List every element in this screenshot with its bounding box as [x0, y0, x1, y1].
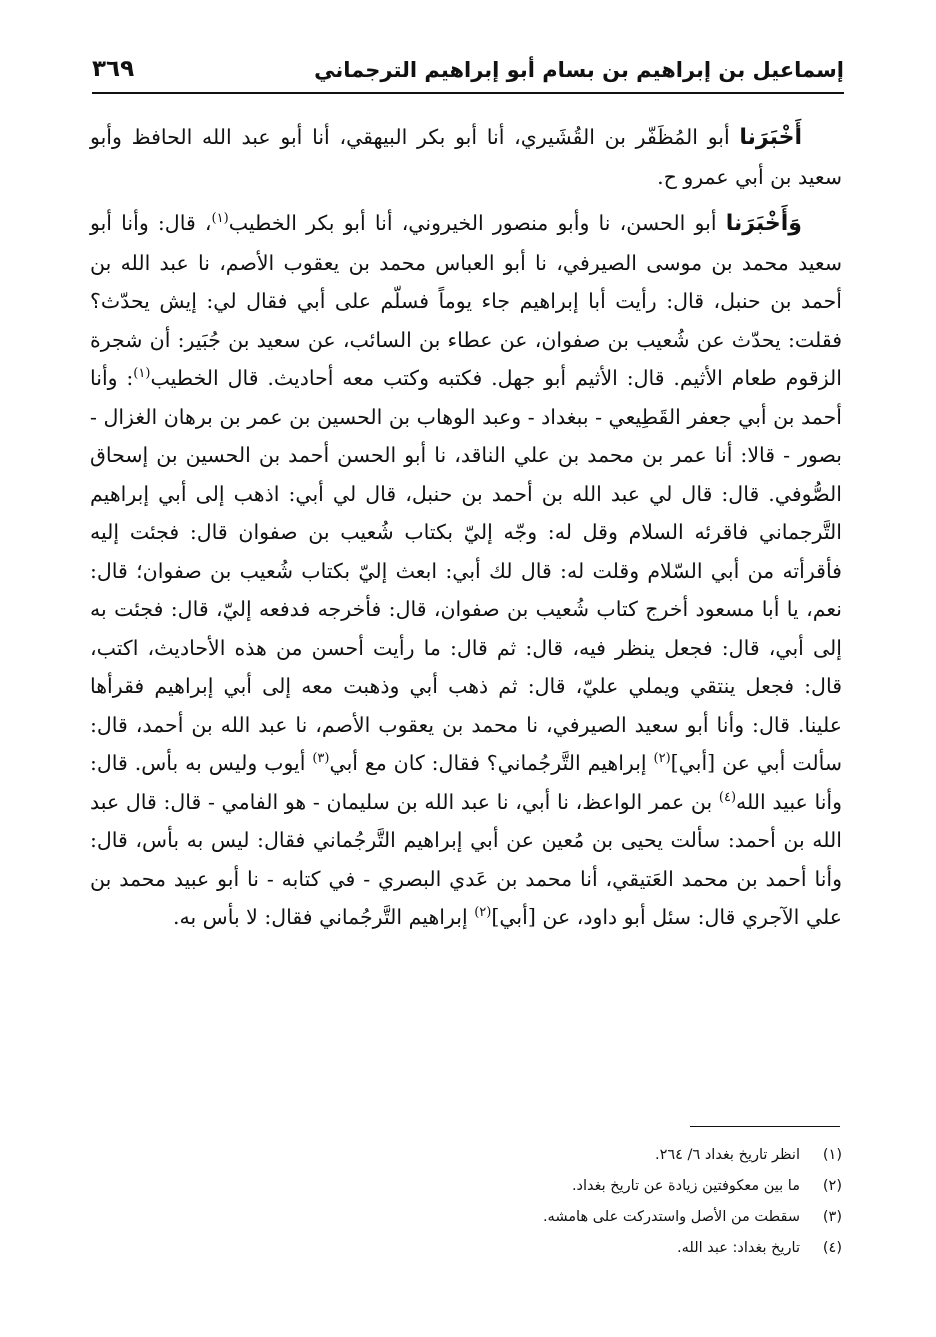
paragraph-text: أيوب وليس به بأس. قال: وأنا عبيد الله: [90, 751, 842, 814]
paragraph-lead-word: أَخْبَرَنا: [739, 125, 802, 150]
footnote-text: انظر تاريخ بغداد ٦/ ٢٦٤.: [654, 1147, 800, 1163]
footnote-number: (٣): [822, 1209, 842, 1225]
footnote-ref: (٤): [718, 789, 737, 805]
footnote-ref: (٢): [653, 751, 671, 767]
footnote-ref: (١): [133, 366, 151, 382]
footnote-ref: (٣): [312, 751, 330, 767]
footnote-separator: [690, 1126, 840, 1127]
footnote-number: (٢): [822, 1178, 842, 1194]
footnote-text: ما بين معكوفتين زيادة عن تاريخ بغداد.: [571, 1178, 800, 1194]
paragraph-1: [90, 118, 842, 196]
footnote: [90, 1140, 842, 1171]
page-number: ٣٦٩: [92, 56, 135, 82]
footnote: [90, 1233, 842, 1264]
running-title: إسماعيل بن إبراهيم بن بسام أبو إبراهيم الترجماني: [314, 58, 844, 82]
footnote-number: (١): [822, 1147, 842, 1163]
footnote-ref: (٢): [474, 905, 492, 921]
paragraph-text: أبو المُظَفّر بن القُشَيري، أنا أبو بكر البيهقي، أنا أبو عبد الله الحافظ وأبو سعيد بن أبي عمرو ح.: [90, 125, 842, 189]
main-text: [90, 118, 842, 937]
footnote: [90, 1202, 842, 1233]
paragraph-lead-word: وَأَخْبَرَنا: [725, 211, 802, 236]
paragraph-text: ، قال: وأنا أبو سعيد محمد بن موسى الصيرفي، نا أبو العباس محمد بن يعقوب الأصم، نا عبد الله بن أحمد بن حنبل، قال: رأيت أبا إبراهيم جاء يوماً فسلّم على أبي فقال لي: إيش يحدّث؟ فقلت: يحدّث عن شُعيب بن صفوان، عن عطاء بن السائب، عن سعيد بن جُبَير: أن شجرة الزقوم طعام الأثيم. قال: الأثيم أبو جهل. فكتبه وكتب معه أحاديث. قال الخطيب: [90, 211, 842, 390]
paragraph-text: إبراهيم التَّرجُماني فقال: لا بأس به.: [172, 905, 475, 929]
paragraph-text: أبو الحسن، نا وأبو منصور الخيروني، أنا أبو بكر الخطيب: [228, 211, 726, 235]
footnotes: [90, 1140, 842, 1264]
paragraph-text: : وأنا أحمد بن أبي جعفر القَطِيعي - ببغداد - وعبد الوهاب بن الحسين بن عمر بن برهان الغزال - بصور - قالا: أنا عمر بن محمد بن علي الناقد، نا أبو الحسن أحمد بن الحسين بن إسحاق الصُّوفي. قال: قال لي عبد الله بن أحمد بن حنبل، قال لي أبي: اذهب إلى أبي إبراهيم التَّرجماني فاقرئه السلام وقل له: وجّه إليّ بكتاب شُعيب بن صفوان قال: فجئت إليه فأقرأته من أبي السّلام وقلت له: قال لك أبي: ابعث إليّ بكتاب شُعيب بن صفوان؛ قال: نعم، يا أبا مسعود أخرج كتاب شُعيب بن صفوان، قال: فأخرجه فدفعه إليّ، قال: فجئت به إلى أبي، قال: فجعل ينظر فيه، قال: ثم قال: ما رأيت أحسن من هذه الأحاديث، اكتب، قال: فجعل ينتقي ويملي عليّ، قال: ثم ذهب أبي وذهبت معه إلى أبي إبراهيم فقرأها علينا. قال: وأنا أبو سعيد الصيرفي، نا محمد بن يعقوب الأصم، نا عبد الله بن أحمد، قال: سألت أبي عن [أبي]: [90, 366, 843, 775]
paragraph-text: إبراهيم التَّرجُماني؟ فقال: كان مع أبي: [329, 751, 654, 775]
footnote-text: تاريخ بغداد: عبد الله.: [677, 1240, 800, 1256]
footnote-ref: (١): [211, 211, 229, 227]
footnote: [90, 1171, 842, 1202]
running-header: [92, 56, 844, 94]
paragraph-text: بن عمر الواعظ، نا أبي، نا عبد الله بن سليمان - هو الفامي - قال: قال عبد الله بن أحمد: سألت يحيى بن مُعين عن أبي إبراهيم التَّرجُماني فقال: ليس به بأس، قال: وأنا أحمد بن محمد العَتيقي، أنا محمد بن عَدي البصري - في كتابه - نا أبو عبيد محمد بن علي الآجري قال: سئل أبو داود، عن [أبي]: [90, 789, 842, 929]
footnote-text: سقطت من الأصل واستدركت على هامشه.: [542, 1209, 800, 1225]
footnote-number: (٤): [822, 1240, 842, 1256]
paragraph-2: [90, 204, 842, 937]
